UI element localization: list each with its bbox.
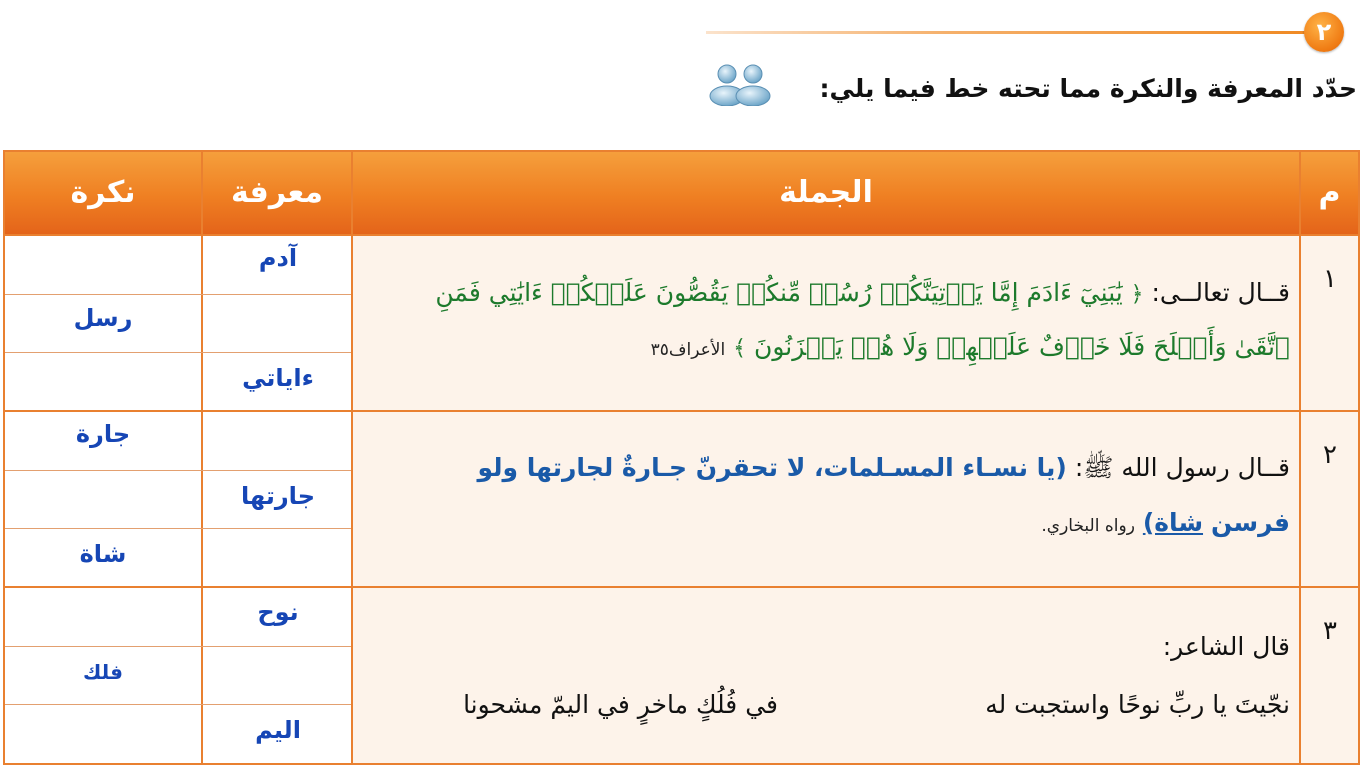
header-divider-line	[706, 31, 1306, 34]
answer-subrow-divider	[5, 704, 351, 705]
row-index: ٢	[1323, 440, 1337, 470]
row1-quran-line2: ٱتَّقَىٰ وَأَصۡلَحَ فَلَا خَوۡفٌ عَلَيۡهِمۡ وَلَا هُمۡ يَحۡزَنُونَ	[754, 332, 1290, 361]
quran-bracket-close-icon: ﴾	[733, 336, 747, 361]
row2-reference: رواه البخاري.	[1041, 516, 1135, 536]
definite-indefinite-table	[3, 150, 1360, 765]
column-divider	[351, 152, 353, 763]
answer-subrow-divider	[5, 352, 351, 353]
header-indefinite: نكرة	[5, 152, 201, 234]
header-index: م	[1301, 152, 1358, 234]
row2-sentence-line2	[1041, 508, 1290, 537]
header-definite: معرفة	[203, 152, 351, 234]
row2-hadith-line1: (يا نسـاء المسـلمات، لا تحقرنّ جـارةٌ لجارتها ولو	[477, 453, 1067, 482]
quran-bracket-open-icon: ﴿	[1130, 282, 1144, 307]
row1-sentence-line1	[435, 278, 1290, 307]
row-divider	[5, 410, 1358, 412]
row-index: ١	[1323, 264, 1337, 294]
row1-quran-line1: يَٰبَنِيٓ ءَادَمَ إِمَّا يَأۡتِيَنَّكُمۡ رُسُلٞ مِّنكُمۡ يَقُصُّونَ عَلَيۡكُمۡ ءَايَٰتِي فَمَنِ	[435, 278, 1123, 307]
indefinite-answer: شاة	[79, 540, 127, 568]
row3-verse-left: في فُلُكٍ ماخرٍ في اليمّ مشحونا	[463, 690, 778, 719]
row2-sentence-line1	[477, 452, 1290, 489]
definite-answer: اليم	[255, 716, 301, 744]
row1-intro: قــال تعالــى:	[1151, 278, 1290, 307]
indefinite-answer: جارة	[75, 420, 131, 448]
definite-answer: نوح	[257, 598, 299, 626]
row2-hadith-underlined-word: شاة)	[1142, 508, 1204, 537]
indefinite-answer: فلك	[83, 660, 123, 684]
answer-subrow-divider	[5, 470, 351, 471]
definite-answer: آدم	[258, 244, 298, 272]
answer-subrow-divider	[5, 646, 351, 647]
index-column-background	[1301, 234, 1358, 763]
definite-answer: جارتها	[241, 482, 315, 510]
exercise-number-badge: ٢	[1304, 12, 1344, 52]
row3-verse-right: نجّيتَ يا ربِّ نوحًا واستجبت له	[985, 690, 1290, 719]
row-index: ٣	[1323, 616, 1337, 646]
row-divider	[5, 586, 1358, 588]
exercise-instruction: حدّد المعرفة والنكرة مما تحته خط فيما يلي:	[819, 74, 1357, 103]
definite-answer: ءاياتي	[242, 364, 314, 392]
header-sentence: الجملة	[353, 152, 1299, 234]
indefinite-answer: رسل	[73, 304, 133, 332]
row1-reference: الأعراف٣٥	[650, 340, 726, 360]
answer-subrow-divider	[5, 528, 351, 529]
sentence-column-background	[353, 234, 1299, 763]
row2-hadith-word: فرسن	[1210, 508, 1290, 537]
row1-sentence-line2	[651, 332, 1290, 361]
people-icon	[707, 62, 773, 106]
row2-intro: قــال رسول الله ﷺ:	[1074, 453, 1290, 482]
row-divider	[5, 234, 1358, 236]
answer-subrow-divider	[5, 294, 351, 295]
row3-intro: قال الشاعر:	[1162, 632, 1290, 661]
column-divider	[201, 152, 203, 763]
